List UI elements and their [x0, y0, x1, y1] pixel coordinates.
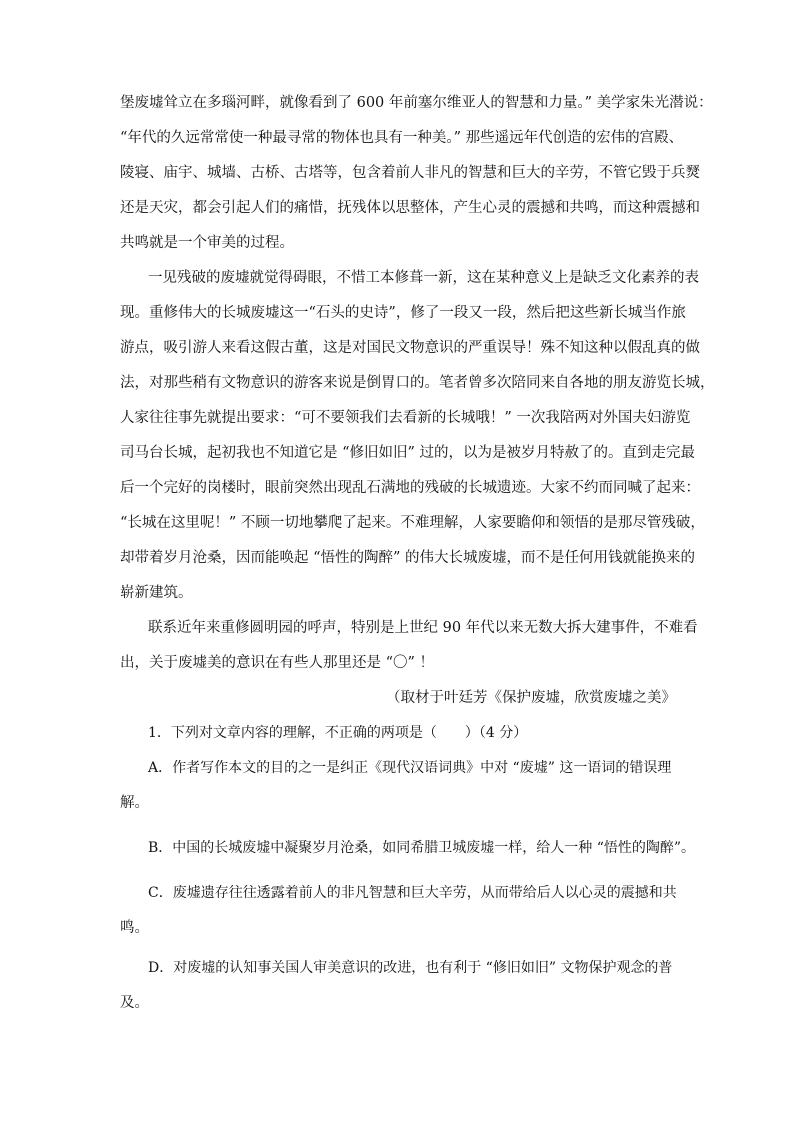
- text-line: 却带着岁月沧桑，因而能唤起 “悟性的陶醉” 的伟大长城废墟，而不是任何用钱就能换来的: [120, 550, 696, 566]
- option-line: 鸣。: [120, 920, 149, 936]
- text-line: 还是天灾，都会引起人们的痛惜，抚残体以思整体，产生心灵的震撼和共鸣，而这种震撼和: [120, 200, 700, 216]
- text-line: 司马台长城，起初我也不知道它是 “修旧如旧” 过的，以为是被岁月特赦了的。直到走完最: [120, 445, 696, 461]
- option-line: B．中国的长城废墟中凝聚岁月沧桑，如同希腊卫城废墟一样，给人一种 “悟性的陶醉”。: [148, 840, 696, 856]
- text-line: 人家往往事先就提出要求：“可不要领我们去看新的长城哦！” 一次我陪两对外国夫妇游览: [120, 410, 691, 426]
- text-line: 一见残破的废墟就觉得碍眼，不惜工本修葺一新，这在某种意义上是缺乏文化素养的表: [148, 270, 699, 286]
- text-line: 崭新建筑。: [120, 585, 193, 601]
- text-line: “长城在这里呢！” 不顾一切地攀爬了起来。不难理解，人家要瞻仰和领悟的是那尽管残破，: [120, 515, 705, 531]
- question-stem: 1．下列对文章内容的理解，不正确的两项是（ ）（4 分）: [148, 725, 528, 741]
- text-line: 现。重修伟大的长城废墟这一“石头的史诗”，修了一段又一段，然后把这些新长城当作旅: [120, 305, 686, 321]
- text-line: 游点，吸引游人来看这假古董，这是对国民文物意识的严重误导！殊不知这种以假乱真的做: [120, 340, 700, 356]
- option-line: C．废墟遗存往往透露着前人的非凡智慧和巨大辛劳，从而带给后人以心灵的震撼和共: [148, 885, 677, 901]
- option-line: D．对废墟的认知事关国人审美意识的改进，也有利于 “修旧如旧” 文物保护观念的普: [148, 960, 673, 976]
- text-line: 共鸣就是一个审美的过程。: [120, 235, 294, 251]
- option-line: A．作者写作本文的目的之一是纠正《现代汉语词典》中对 “废墟” 这一语词的错误理: [148, 760, 672, 776]
- text-line: 陵寝、庙宇、城墙、古桥、古塔等，包含着前人非凡的智慧和巨大的辛劳，不管它毁于兵燹: [120, 165, 700, 181]
- text-line: 出，关于废墟美的意识在有些人那里还是 “〇” ！: [120, 655, 435, 671]
- text-line: 法，对那些稍有文物意识的游客来说是倒胃口的。笔者曾多次陪同来自各地的朋友游览长城，: [120, 375, 715, 391]
- text-line: 堡废墟耸立在多瑙河畔，就像看到了 600 年前塞尔维亚人的智慧和力量。” 美学家朱光潜说：: [120, 95, 713, 111]
- option-line: 及。: [120, 995, 149, 1011]
- source-citation: （取材于叶廷芳《保护废墟，欣赏废墟之美》: [386, 690, 676, 706]
- text-line: 联系近年来重修圆明园的呼声，特别是上世纪 90 年代以来无数大拆大建事件，不难看: [148, 620, 698, 636]
- option-line: 解。: [120, 795, 149, 811]
- text-line: “年代的久远常常使一种最寻常的物体也具有一种美。” 那些遥远年代创造的宏伟的宫殿、: [120, 130, 684, 146]
- text-line: 后一个完好的岗楼时，眼前突然出现乱石满地的残破的长城遗迹。大家不约而同喊了起来：: [120, 480, 700, 496]
